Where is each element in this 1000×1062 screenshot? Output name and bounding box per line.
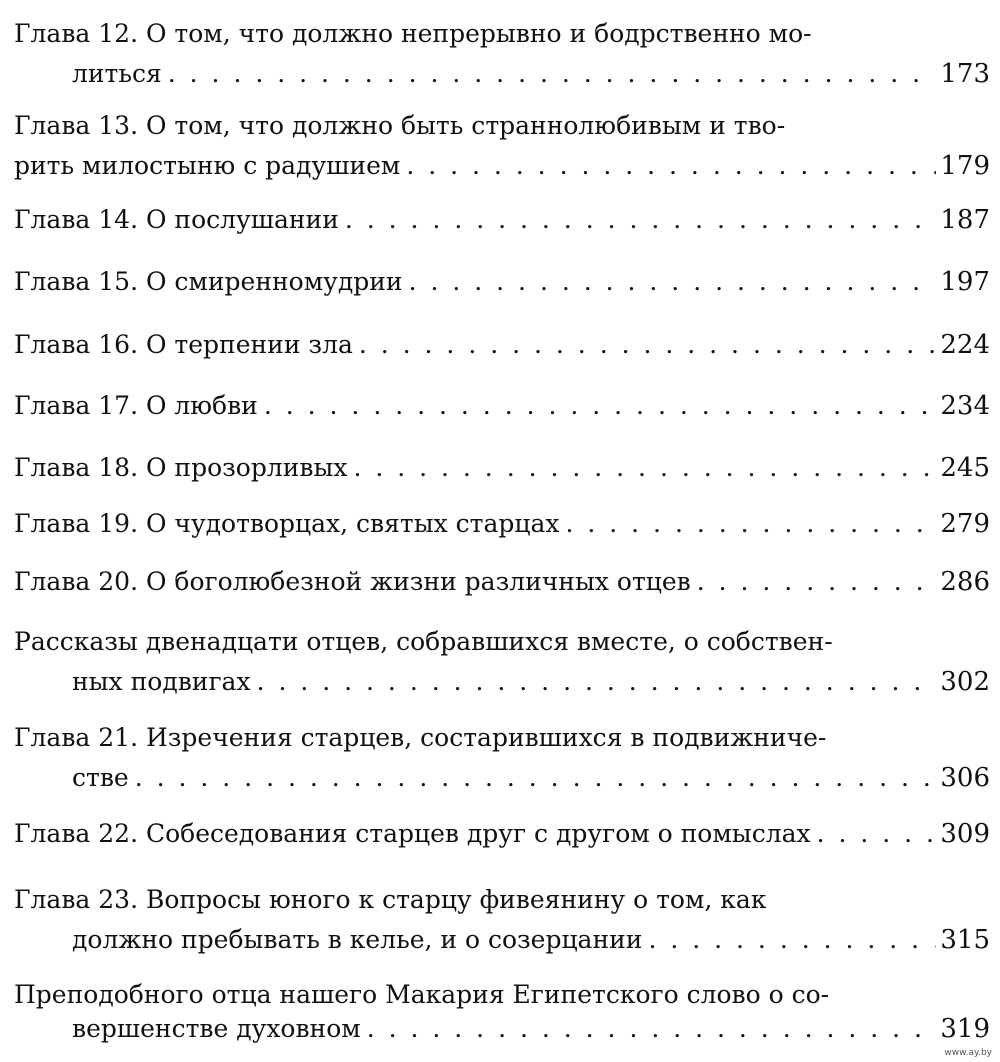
site-watermark: www.ay.by [944, 1048, 992, 1058]
toc-entry-title-line [14, 718, 990, 758]
page-number: 224 [940, 330, 990, 360]
toc-entry-continuation-line [14, 920, 990, 960]
toc-entry-line [14, 814, 990, 854]
toc-entry-title-line [14, 978, 990, 1012]
toc-entry-title: Преподобного отца нашего Макария Египетского слово о со- [14, 980, 830, 1009]
dot-leader [697, 562, 937, 602]
toc-entry-title: Глава 14. О послушании [14, 205, 339, 234]
toc-entry-title-continuation: литься [72, 59, 162, 88]
toc-entry-title-continuation: стве [72, 763, 129, 792]
page-number: 286 [940, 567, 990, 597]
toc-entry-title: Глава 13. О том, что должно быть страннолюбивым и тво- [14, 111, 786, 140]
dot-leader [168, 54, 937, 94]
toc-entry-title-line [14, 14, 990, 54]
toc-entry-continuation-line [14, 1012, 990, 1046]
toc-entry-chapter-19 [14, 504, 990, 544]
toc-entry-title: Рассказы двенадцати отцев, собравшихся вместе, о собствен- [14, 627, 833, 656]
dot-leader [353, 448, 936, 488]
toc-entry-title: Глава 20. О боголюбезной жизни различных отцев [14, 567, 691, 596]
toc-entry-chapter-23 [14, 880, 990, 960]
page-number: 197 [940, 267, 990, 297]
toc-entry-title: Глава 12. О том, что должно непрерывно и бодрственно мо- [14, 19, 812, 48]
toc-entry-title: Глава 21. Изречения старцев, состарившихся в подвижниче- [14, 723, 827, 752]
toc-entry-chapter-14 [14, 200, 990, 240]
toc-entry-title: Глава 22. Собеседования старцев друг с другом о помыслах [14, 819, 811, 848]
page-number: 173 [940, 59, 990, 89]
toc-entry-title-continuation: вершенстве духовном [72, 1014, 361, 1043]
page-number: 302 [940, 667, 990, 697]
dot-leader [409, 262, 937, 302]
dot-leader [359, 325, 937, 365]
toc-entry-title-line [14, 106, 990, 146]
toc-entry-chapter-16 [14, 325, 990, 365]
toc-entry-title-continuation: должно пребывать в келье, и о созерцании [72, 925, 643, 954]
toc-entry-line [14, 562, 990, 602]
dot-leader [345, 200, 937, 240]
toc-entry-line [14, 200, 990, 240]
toc-entry-chapter-13 [14, 106, 990, 186]
toc-entry-title: Глава 19. О чудотворцах, святых старцах [14, 509, 560, 538]
toc-entry-line [14, 386, 990, 426]
page-number: 306 [940, 763, 990, 793]
page-number: 319 [940, 1014, 990, 1044]
toc-entry-title: Глава 16. О терпении зла [14, 330, 353, 359]
toc-entry-chapter-12 [14, 14, 990, 94]
page-number: 279 [940, 509, 990, 539]
toc-entry-title: Глава 23. Вопросы юного к старцу фивеянину о том, как [14, 885, 767, 914]
dot-leader [135, 758, 937, 798]
dot-leader [264, 386, 937, 426]
toc-entry-chapter-20 [14, 562, 990, 602]
toc-entry-chapter-22 [14, 814, 990, 854]
toc-entry-line [14, 262, 990, 302]
toc-entry-makarius-sermon [14, 978, 990, 1046]
page-number: 309 [940, 819, 990, 849]
toc-entry-title-continuation: рить милостыню с радушием [14, 151, 401, 180]
page-number: 245 [940, 453, 990, 483]
toc-entry-chapter-17 [14, 386, 990, 426]
dot-leader [648, 920, 936, 960]
dot-leader [257, 662, 937, 702]
dot-leader [565, 504, 936, 544]
toc-entry-title-line [14, 880, 990, 920]
toc-entry-title: Глава 18. О прозорливых [14, 453, 348, 482]
toc-entry-continuation-line [14, 662, 990, 702]
page-number: 187 [940, 205, 990, 235]
page-number: 315 [940, 925, 990, 955]
page-number: 179 [940, 151, 990, 181]
toc-entry-continuation-line [14, 146, 990, 186]
dot-leader [817, 814, 937, 854]
toc-entry-line [14, 325, 990, 365]
toc-entry-title: Глава 17. О любви [14, 391, 258, 420]
dot-leader [406, 146, 936, 186]
toc-entry-continuation-line [14, 54, 990, 94]
toc-entry-title: Глава 15. О смиренномудрии [14, 267, 403, 296]
dot-leader [367, 1012, 937, 1046]
toc-entry-chapter-18 [14, 448, 990, 488]
toc-entry-chapter-15 [14, 262, 990, 302]
toc-entry-title-continuation: ных подвигах [72, 667, 251, 696]
toc-entry-line [14, 504, 990, 544]
toc-entry-chapter-21 [14, 718, 990, 798]
toc-entry-continuation-line [14, 758, 990, 798]
page-number: 234 [940, 391, 990, 421]
toc-entry-twelve-fathers [14, 622, 990, 702]
toc-entry-line [14, 448, 990, 488]
toc-entry-title-line [14, 622, 990, 662]
